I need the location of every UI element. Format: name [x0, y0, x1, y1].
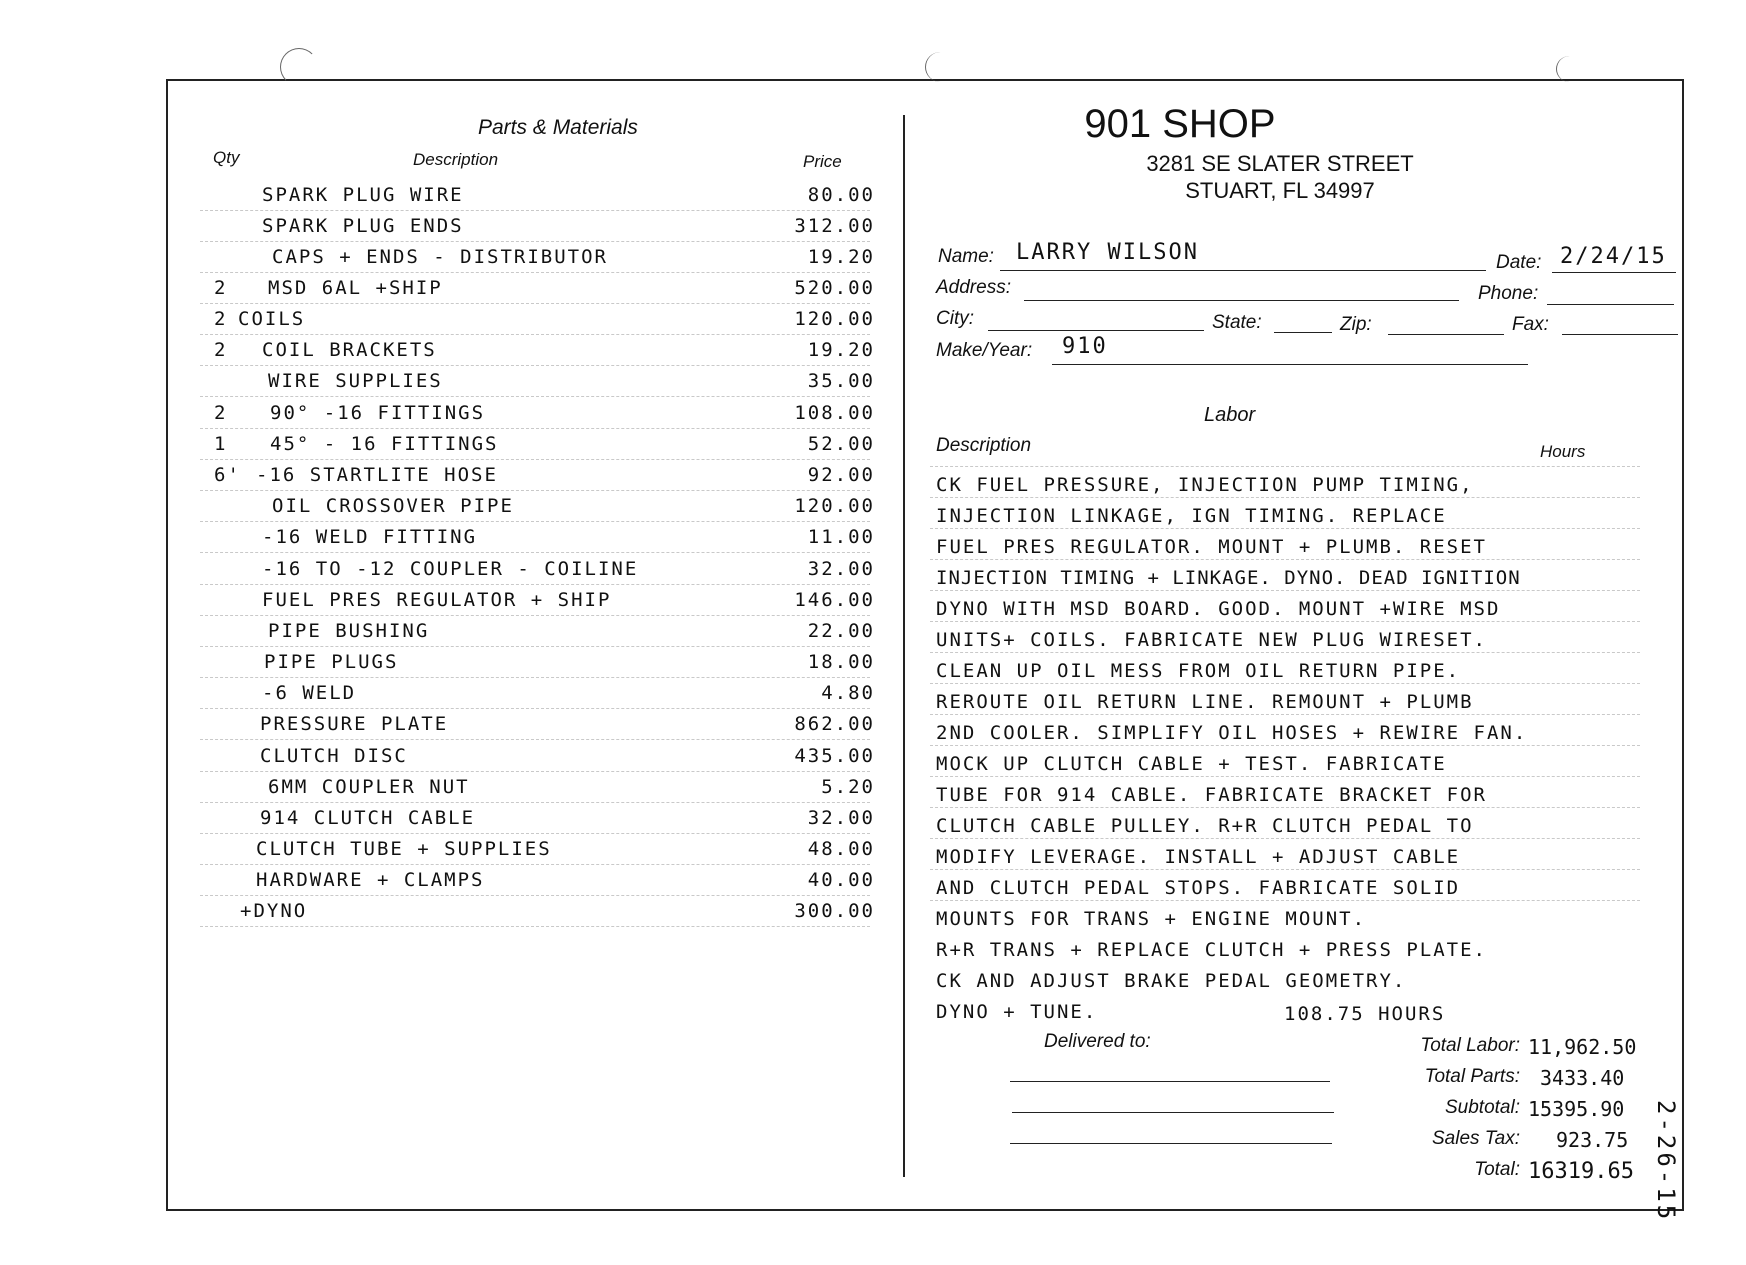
row-rule: [200, 272, 870, 273]
row-rule: [200, 833, 870, 834]
row-rule: [930, 559, 1640, 560]
row-rule: [200, 802, 870, 803]
labor-line: MOCK UP CLUTCH CABLE + TEST. FABRICATE: [936, 753, 1447, 775]
parts-price: 4.80: [821, 682, 875, 704]
parts-price: 5.20: [821, 776, 875, 798]
parts-description: 45° - 16 FITTINGS: [270, 433, 499, 455]
labor-line: CLEAN UP OIL MESS FROM OIL RETURN PIPE.: [936, 660, 1461, 682]
labor-line: DYNO WITH MSD BOARD. GOOD. MOUNT +WIRE MSD: [936, 598, 1501, 620]
sales-tax-value: 923.75: [1556, 1128, 1629, 1152]
labor-line: MOUNTS FOR TRANS + ENGINE MOUNT.: [936, 908, 1367, 930]
parts-price: 32.00: [807, 807, 875, 829]
parts-price: 18.00: [807, 651, 875, 673]
make-year-value: 910: [1062, 334, 1108, 359]
row-rule: [930, 683, 1640, 684]
city-underline: [988, 330, 1204, 331]
parts-description: PIPE BUSHING: [268, 620, 430, 642]
row-rule: [930, 776, 1640, 777]
labor-col-description: Description: [936, 435, 1032, 456]
parts-price: 520.00: [794, 277, 875, 299]
labor-line: CLUTCH CABLE PULLEY. R+R CLUTCH PEDAL TO: [936, 815, 1474, 837]
parts-description: 6MM COUPLER NUT: [268, 776, 470, 798]
parts-description: HARDWARE + CLAMPS: [256, 869, 485, 891]
row-rule: [200, 708, 870, 709]
total-labor-label: Total Labor:: [1420, 1035, 1520, 1056]
parts-price: 435.00: [794, 745, 875, 767]
binder-hole-mark: [1556, 56, 1583, 82]
parts-col-qty: Qty: [213, 148, 240, 167]
sales-tax-label: Sales Tax:: [1431, 1128, 1520, 1149]
parts-price: 120.00: [794, 308, 875, 330]
parts-description: WIRE SUPPLIES: [268, 370, 443, 392]
parts-description: -16 STARTLITE HOSE: [256, 464, 498, 486]
delivered-to-label: Delivered to:: [1044, 1031, 1151, 1052]
name-underline: [1000, 270, 1486, 271]
labor-line: CK FUEL PRESSURE, INJECTION PUMP TIMING,: [936, 474, 1474, 496]
labor-heading: Labor: [1204, 404, 1256, 426]
parts-price: 92.00: [807, 464, 875, 486]
parts-description: PRESSURE PLATE: [260, 713, 449, 735]
address-label: Address:: [936, 277, 1011, 298]
state-label: State:: [1212, 312, 1262, 333]
delivered-to-line: [1010, 1143, 1332, 1144]
parts-price: 19.20: [807, 339, 875, 361]
total-parts-value: 3433.40: [1540, 1066, 1625, 1090]
shop-city: STUART, FL 34997: [1185, 178, 1375, 203]
parts-description: FUEL PRES REGULATOR + SHIP: [262, 589, 612, 611]
parts-price: 48.00: [807, 838, 875, 860]
row-rule: [930, 466, 1640, 467]
zip-underline: [1388, 334, 1504, 335]
parts-price: 11.00: [807, 526, 875, 548]
phone-underline: [1547, 304, 1674, 305]
parts-price: 80.00: [807, 184, 875, 206]
parts-description: OIL CROSSOVER PIPE: [272, 495, 514, 517]
parts-price: 40.00: [807, 869, 875, 891]
row-rule: [930, 528, 1640, 529]
zip-label: Zip:: [1340, 314, 1372, 335]
parts-price: 120.00: [794, 495, 875, 517]
row-rule: [200, 552, 870, 553]
labor-hours-value: 108.75 HOURS: [1284, 1003, 1446, 1025]
parts-col-price: Price: [803, 152, 842, 171]
parts-description: -16 TO -12 COUPLER - COILINE: [262, 558, 639, 580]
parts-qty: 2: [214, 339, 228, 361]
parts-description: CLUTCH TUBE + SUPPLIES: [256, 838, 552, 860]
margin-date-note: 2-26-15: [1652, 1100, 1680, 1223]
total-value: 16319.65: [1528, 1159, 1634, 1184]
shop-street: 3281 SE SLATER STREET: [1146, 151, 1414, 176]
labor-line: DYNO + TUNE.: [936, 1001, 1098, 1023]
row-rule: [930, 869, 1640, 870]
fax-label: Fax:: [1512, 314, 1549, 335]
parts-description: -16 WELD FITTING: [262, 526, 478, 548]
fax-underline: [1562, 334, 1678, 335]
labor-col-hours: Hours: [1540, 442, 1586, 461]
labor-line: TUBE FOR 914 CABLE. FABRICATE BRACKET FOR: [936, 784, 1487, 806]
binder-hole-mark: [280, 48, 318, 86]
parts-description: MSD 6AL +SHIP: [268, 277, 443, 299]
parts-description: 914 CLUTCH CABLE: [260, 807, 476, 829]
parts-description: COIL BRACKETS: [262, 339, 437, 361]
row-rule: [930, 621, 1640, 622]
parts-description: CLUTCH DISC: [260, 745, 408, 767]
labor-line: INJECTION TIMING + LINKAGE. DYNO. DEAD IGNITION: [936, 567, 1521, 589]
labor-line: R+R TRANS + REPLACE CLUTCH + PRESS PLATE.: [936, 939, 1487, 961]
parts-qty: 2: [214, 402, 228, 424]
parts-price: 22.00: [807, 620, 875, 642]
labor-line: CK AND ADJUST BRAKE PEDAL GEOMETRY.: [936, 970, 1407, 992]
row-rule: [930, 590, 1640, 591]
row-rule: [200, 334, 870, 335]
date-label: Date:: [1496, 252, 1542, 273]
row-rule: [930, 497, 1640, 498]
row-rule: [200, 864, 870, 865]
parts-price: 32.00: [807, 558, 875, 580]
total-label: Total:: [1474, 1159, 1520, 1180]
parts-qty: 6': [214, 464, 241, 486]
row-rule: [930, 838, 1640, 839]
name-value: LARRY WILSON: [1016, 240, 1199, 265]
row-rule: [200, 490, 870, 491]
parts-description: SPARK PLUG WIRE: [262, 184, 464, 206]
labor-line: UNITS+ COILS. FABRICATE NEW PLUG WIRESET.: [936, 629, 1487, 651]
row-rule: [930, 745, 1640, 746]
parts-description: +DYNO: [240, 900, 308, 922]
make-year-underline: [1052, 364, 1528, 365]
parts-qty: 1: [214, 433, 228, 455]
parts-description: -6 WELD: [262, 682, 357, 704]
labor-line: 2ND COOLER. SIMPLIFY OIL HOSES + REWIRE FAN.: [936, 722, 1528, 744]
parts-qty: 2: [214, 308, 228, 330]
total-labor-value: 11,962.50: [1528, 1035, 1637, 1059]
labor-line: AND CLUTCH PEDAL STOPS. FABRICATE SOLID: [936, 877, 1461, 899]
parts-description: COILS: [238, 308, 306, 330]
subtotal-label: Subtotal:: [1445, 1097, 1520, 1118]
parts-price: 35.00: [807, 370, 875, 392]
parts-price: 300.00: [794, 900, 875, 922]
row-rule: [930, 807, 1640, 808]
delivered-to-line: [1010, 1081, 1330, 1082]
row-rule: [930, 652, 1640, 653]
row-rule: [930, 714, 1640, 715]
parts-price: 312.00: [794, 215, 875, 237]
row-rule: [200, 396, 870, 397]
state-underline: [1274, 332, 1332, 333]
parts-heading: Parts & Materials: [478, 116, 638, 139]
total-parts-label: Total Parts:: [1424, 1066, 1520, 1087]
city-label: City:: [936, 308, 974, 329]
make-year-label: Make/Year:: [936, 340, 1033, 361]
parts-description: PIPE PLUGS: [264, 651, 399, 673]
labor-line: INJECTION LINKAGE, IGN TIMING. REPLACE: [936, 505, 1447, 527]
delivered-to-line: [1012, 1112, 1334, 1113]
date-value: 2/24/15: [1560, 244, 1667, 269]
row-rule: [200, 303, 870, 304]
phone-label: Phone:: [1478, 283, 1539, 304]
center-divider: [903, 115, 905, 1177]
address-underline: [1024, 300, 1459, 301]
parts-description: SPARK PLUG ENDS: [262, 215, 464, 237]
binder-hole-mark: [925, 52, 956, 82]
row-rule: [200, 241, 870, 242]
shop-name: 901 SHOP: [1084, 102, 1276, 146]
row-rule: [200, 926, 870, 927]
parts-col-description: Description: [413, 150, 499, 169]
row-rule: [200, 646, 870, 647]
parts-description: CAPS + ENDS - DISTRIBUTOR: [272, 246, 608, 268]
labor-line: FUEL PRES REGULATOR. MOUNT + PLUMB. RESET: [936, 536, 1487, 558]
row-rule: [200, 521, 870, 522]
parts-price: 19.20: [807, 246, 875, 268]
parts-price: 52.00: [807, 433, 875, 455]
parts-price: 108.00: [794, 402, 875, 424]
labor-line: REROUTE OIL RETURN LINE. REMOUNT + PLUMB: [936, 691, 1474, 713]
row-rule: [200, 677, 870, 678]
row-rule: [200, 365, 870, 366]
parts-description: 90° -16 FITTINGS: [270, 402, 486, 424]
row-rule: [200, 615, 870, 616]
parts-price: 862.00: [794, 713, 875, 735]
row-rule: [930, 900, 1640, 901]
row-rule: [200, 739, 870, 740]
row-rule: [200, 428, 870, 429]
subtotal-value: 15395.90: [1528, 1097, 1625, 1121]
row-rule: [200, 210, 870, 211]
row-rule: [200, 584, 870, 585]
parts-price: 146.00: [794, 589, 875, 611]
row-rule: [200, 459, 870, 460]
row-rule: [200, 771, 870, 772]
date-underline: [1552, 272, 1676, 273]
labor-line: MODIFY LEVERAGE. INSTALL + ADJUST CABLE: [936, 846, 1461, 868]
name-label: Name:: [938, 246, 994, 267]
row-rule: [200, 895, 870, 896]
parts-qty: 2: [214, 277, 228, 299]
